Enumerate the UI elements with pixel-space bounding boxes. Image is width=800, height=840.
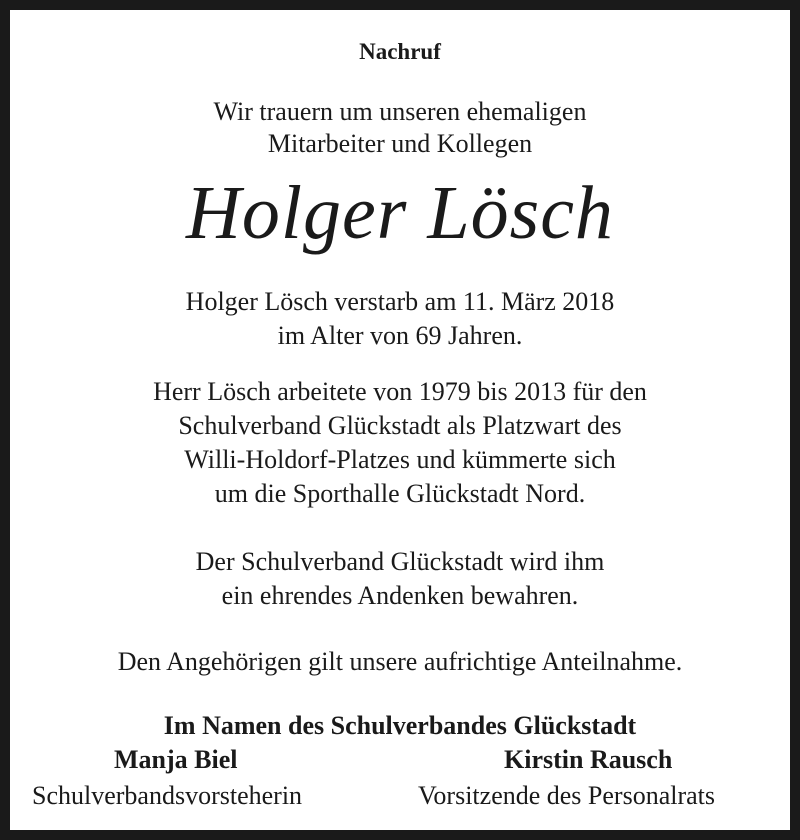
remembrance-line-1: Der Schulverband Glückstadt wird ihm [195, 547, 605, 576]
career-line-1: Herr Lösch arbeitete von 1979 bis 2013 für den [153, 377, 647, 406]
death-line-1: Holger Lösch verstarb am 11. März 2018 [185, 287, 615, 316]
career-line-4: um die Sporthalle Glückstadt Nord. [214, 479, 586, 508]
intro-line-2: Mitarbeiter und Kollegen [267, 129, 533, 158]
remembrance-line-2: ein ehrendes Andenken bewahren. [221, 581, 579, 610]
deceased-name: Holger Lösch [186, 171, 614, 255]
condolence-line: Den Angehörigen gilt unsere aufrichtige Anteilnahme. [117, 647, 683, 676]
career-line-2: Schulverband Glückstadt als Platzwart des [178, 411, 622, 440]
signatory-role-1: Schulverbandsvorsteherin [32, 781, 303, 810]
career-line-3: Willi-Holdorf-Platzes und kümmerte sich [184, 445, 616, 474]
death-line-2: im Alter von 69 Jahren. [277, 321, 523, 350]
on-behalf-line: Im Namen des Schulverbandes Glückstadt [163, 711, 637, 740]
signatory-name-1: Manja Biel [114, 745, 238, 774]
intro-line-1: Wir trauern um unseren ehemaligen [213, 97, 587, 126]
signatory-role-2: Vorsitzende des Personalrats [418, 781, 716, 810]
notice-heading: Nachruf [359, 39, 441, 64]
signatory-name-2: Kirstin Rausch [504, 745, 673, 774]
